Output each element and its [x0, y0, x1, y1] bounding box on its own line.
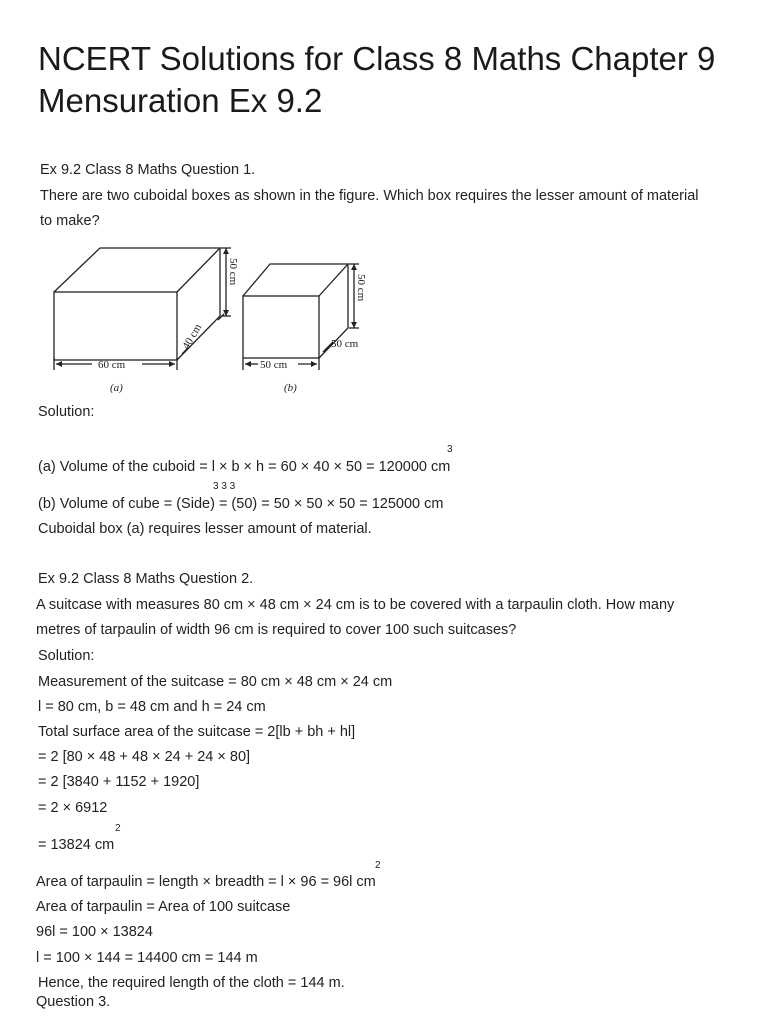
- box-a-top: [54, 248, 220, 292]
- q1-text-line2: to make?: [40, 213, 100, 229]
- q2-area: Area of tarpaulin = length × breadth = l × 96 = 96l cm: [36, 874, 376, 890]
- q2-tsa-superscript: 2: [115, 823, 121, 834]
- q2-solution-label: Solution:: [38, 648, 95, 664]
- q2-tsa: = 13824 cm: [38, 837, 115, 853]
- box-a-front: [54, 292, 177, 360]
- q2-line: = 2 × 6912: [38, 800, 108, 816]
- q1-text-line1: There are two cuboidal boxes as shown in the figure. Which box requires the lesser amount of material: [40, 188, 699, 204]
- box-a-depth-label: 40 cm: [180, 321, 205, 352]
- box-b-width-label: 50 cm: [260, 359, 288, 371]
- q1-heading: Ex 9.2 Class 8 Maths Question 1.: [40, 162, 256, 178]
- q1-sol-b: (b) Volume of cube = (Side) = (50) = 50 × 50 × 50 = 125000 cm: [38, 496, 444, 512]
- q2-heading: Ex 9.2 Class 8 Maths Question 2.: [38, 571, 254, 587]
- q1-conclusion: Cuboidal box (a) requires lesser amount of material.: [38, 521, 372, 537]
- box-b-depth-label: 50 cm: [331, 338, 359, 350]
- q1-solution-label: Solution:: [38, 404, 95, 420]
- page-title: NCERT Solutions for Class 8 Maths Chapter 9 Mensuration Ex 9.2: [38, 40, 716, 119]
- q3-heading: Question 3.: [36, 994, 111, 1010]
- box-a-width-label: 60 cm: [98, 359, 126, 371]
- q2-text-line2: metres of tarpaulin of width 96 cm is required to cover 100 such suitcases?: [36, 622, 517, 638]
- q2-line: Hence, the required length of the cloth = 144 m.: [38, 975, 345, 991]
- q2-line: 96l = 100 × 13824: [36, 924, 153, 940]
- q2-line: Total surface area of the suitcase = 2[lb + bh + hl]: [38, 724, 356, 740]
- q2-line: = 2 [3840 + 1152 + 1920]: [38, 774, 200, 790]
- box-a-height-label: 50 cm: [227, 258, 239, 286]
- q1-sol-a-superscript: 3: [447, 444, 453, 455]
- q2-line: Measurement of the suitcase = 80 cm × 48 cm × 24 cm: [38, 674, 393, 690]
- q2-line: l = 100 × 144 = 14400 cm = 144 m: [36, 950, 258, 966]
- cuboid-figure: [48, 240, 388, 400]
- box-b-front: [243, 296, 319, 358]
- q2-line: = 2 [80 × 48 + 48 × 24 + 24 × 80]: [38, 749, 251, 765]
- q1-sol-b-superscripts: 3 3 3: [213, 481, 236, 492]
- q1-sol-a: (a) Volume of the cuboid = l × b × h = 60 × 40 × 50 = 120000 cm: [38, 459, 451, 475]
- box-b-caption: (b): [284, 382, 297, 394]
- box-b-height-label: 50 cm: [355, 274, 367, 302]
- box-b-top: [243, 264, 348, 296]
- box-a-caption: (a): [110, 382, 123, 394]
- q2-line: Area of tarpaulin = Area of 100 suitcase: [36, 899, 291, 915]
- q2-area-superscript: 2: [375, 860, 381, 871]
- q2-text-line1: A suitcase with measures 80 cm × 48 cm × 24 cm is to be covered with a tarpaulin cloth. How many: [36, 597, 675, 613]
- q2-line: l = 80 cm, b = 48 cm and h = 24 cm: [38, 699, 266, 715]
